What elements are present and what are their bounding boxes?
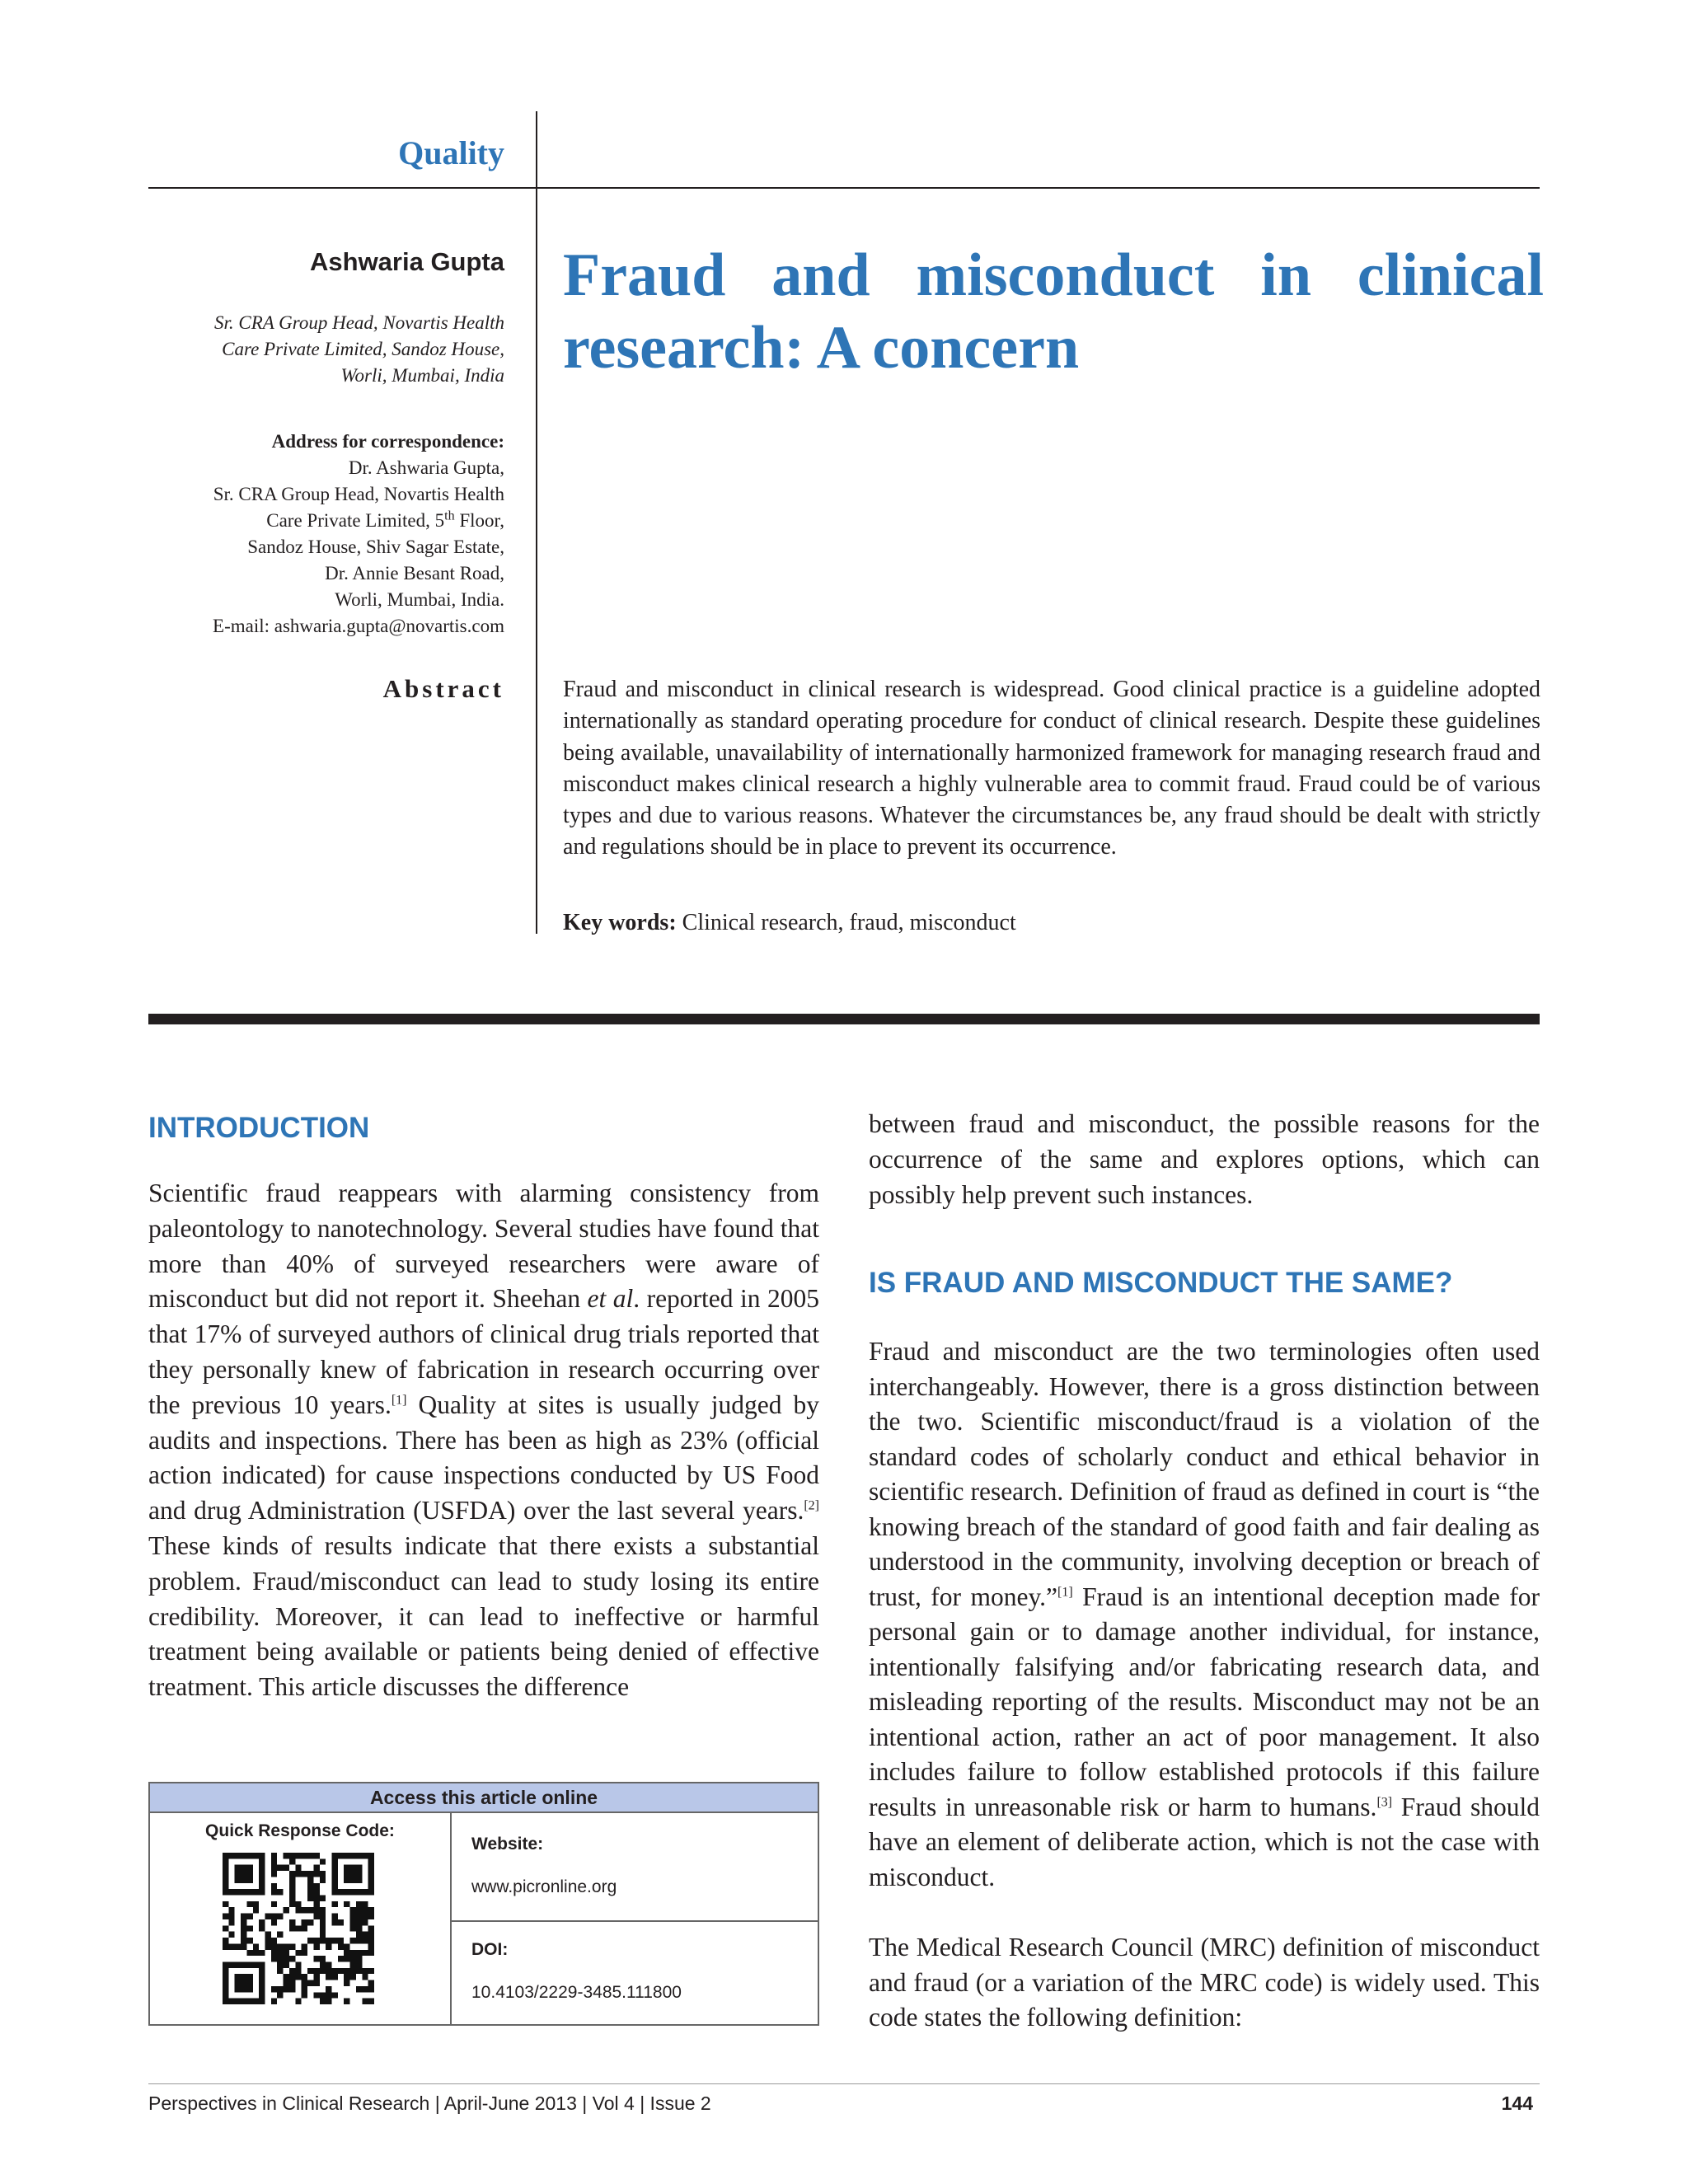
fraud-section-body: [869, 1334, 1540, 1895]
header-divider: [148, 187, 1540, 189]
article-title: [563, 239, 1544, 384]
paragraph: [148, 1176, 819, 1705]
author-affiliation: [148, 310, 504, 389]
paragraph: The Medical Research Council (MRC) definition of misconduct and fraud (or a variation of the MRC code) is widely used. This code states the following definition:: [869, 1933, 1540, 2032]
author-name: Ashwaria Gupta: [310, 247, 504, 276]
doi-link[interactable]: 10.4103/2229-3485.111800: [471, 1983, 682, 2002]
text-run: Fraud and misconduct are the two terminologies often used interchangeably. However, there is a gross distinction between the two. Scientific misconduct/fraud is a violation of the standard codes of scholarly conduct and ethical behavior in scientific research. Definition of fraud as defined in court is “the knowing breach of the standard of good faith and fair dealing as understood in the community, involving deception or breach of trust, for money.”: [869, 1337, 1540, 1611]
website-label: Website:: [471, 1835, 544, 1854]
address-line: Sandoz House, Shiv Sagar Estate,: [247, 537, 504, 557]
qr-code-icon[interactable]: [223, 1853, 374, 2004]
paragraph: [869, 1334, 1540, 1895]
qr-cell: [150, 1813, 452, 2024]
fraud-section-body-2: [869, 1930, 1540, 2036]
affiliation-line: Worli, Mumbai, India: [340, 365, 504, 386]
correspondence-address: [124, 429, 504, 640]
affiliation-line: Care Private Limited, Sandoz House,: [222, 339, 504, 359]
text-run: Quality at sites is usually judged by audits and inspections. There has been as high as 23% (official action indicated) for cause inspections conducted by US Food and drug Administration (USFDA) over the last several years.: [148, 1390, 819, 1526]
address-line: [124, 508, 504, 534]
paragraph: between fraud and misconduct, the possible reasons for the occurrence of the same and explores options, which can possibly help prevent such instances.: [869, 1109, 1540, 1209]
text-run: Scientific fraud reappears with alarming consistency from paleontology to nanotechnology. Several studies have found that more than 40% of surveyed researchers were aware of misconduct but did not report it. Sheehan: [148, 1179, 819, 1314]
title-line: research: A concern: [563, 314, 1080, 382]
citation-ref: [1]: [1057, 1585, 1073, 1599]
text-run: Fraud should have an element of deliberate action, which is not the case with misconduct.: [869, 1792, 1540, 1891]
text-run: These kinds of results indicate that there exists a substantial problem. Fraud/misconduct can lead to study losing its entire credibility. Moreover, it can lead to ineffective or harmful treatment being available or patients being denied of effective treatment. This article discusses the difference: [148, 1530, 819, 1702]
email-line: E-mail: ashwaria.gupta@novartis.com: [213, 616, 504, 636]
affiliation-line: Sr. CRA Group Head, Novartis Health: [213, 312, 504, 333]
fraud-section-heading: IS FRAUD AND MISCONDUCT THE SAME?: [869, 1267, 1453, 1299]
address-line: Sr. CRA Group Head, Novartis Health: [213, 484, 504, 504]
website-link[interactable]: www.picronline.org: [471, 1877, 617, 1896]
footer-journal: Perspectives in Clinical Research | April-June 2013 | Vol 4 | Issue 2: [148, 2093, 711, 2114]
qr-label: Quick Response Code:: [205, 1821, 395, 1840]
address-line: Worli, Mumbai, India.: [335, 589, 504, 610]
citation-ref: [3]: [1376, 1795, 1393, 1809]
introduction-body: [148, 1176, 819, 1705]
footer-divider: [148, 2083, 1540, 2084]
abstract-body: Fraud and misconduct in clinical research is widespread. Good clinical practice is a guideline adopted internationally as standard operating procedure for conduct of clinical research. Despite these guidelines being available, unavailability of internationally harmonized framework for managing research fraud and misconduct makes clinical research a highly vulnerable area to commit fraud. Fraud could be of various types and due to various reasons. Whatever the circumstances be, any fraud should be dealt with strictly and regulations should be in place to prevent its occurrence.: [563, 677, 1540, 860]
abstract-heading: Abstract: [382, 674, 504, 703]
address-line: Dr. Ashwaria Gupta,: [348, 457, 504, 478]
correspondence-label: Address for correspondence:: [271, 431, 504, 452]
section-label: Quality: [398, 134, 504, 171]
access-article-box: [148, 1782, 819, 2026]
box-divider: [450, 1920, 819, 1922]
introduction-heading: INTRODUCTION: [148, 1112, 370, 1144]
introduction-continued: [869, 1107, 1540, 1212]
ordinal-suffix: th: [444, 509, 455, 523]
section-divider: [148, 1014, 1540, 1024]
title-line: Fraud and misconduct in clinical: [563, 241, 1544, 309]
keywords: [563, 910, 1540, 936]
keywords-list: Clinical research, fraud, misconduct: [676, 910, 1016, 935]
column-divider: [536, 111, 537, 934]
keywords-label: Key words:: [563, 910, 677, 935]
address-text: Care Private Limited, 5: [266, 510, 445, 531]
text-run: . reported in 2005 that 17% of surveyed authors of clinical drug trials reported that they personally knew of fabrication in research occurring over the previous 10 years.: [148, 1284, 819, 1419]
address-text: Floor,: [454, 510, 504, 531]
text-run: Fraud is an intentional deception made for personal gain or to damage another individual, for instance, intentionally falsifying and/or fabricating research data, and misleading reporting of the results. Misconduct may not be an intentional action, rather an act of poor management. It also includes failure to follow established protocols if this failure results in unreasonable risk or harm to humans.: [869, 1582, 1540, 1821]
doi-label: DOI:: [471, 1940, 509, 1959]
text-run-italic: et al: [587, 1284, 634, 1314]
address-line: Dr. Annie Besant Road,: [325, 563, 504, 583]
citation-ref: [1]: [391, 1393, 407, 1408]
page-number: 144: [1501, 2093, 1533, 2114]
access-box-heading: Access this article online: [150, 1783, 818, 1813]
citation-ref: [2]: [804, 1498, 819, 1513]
